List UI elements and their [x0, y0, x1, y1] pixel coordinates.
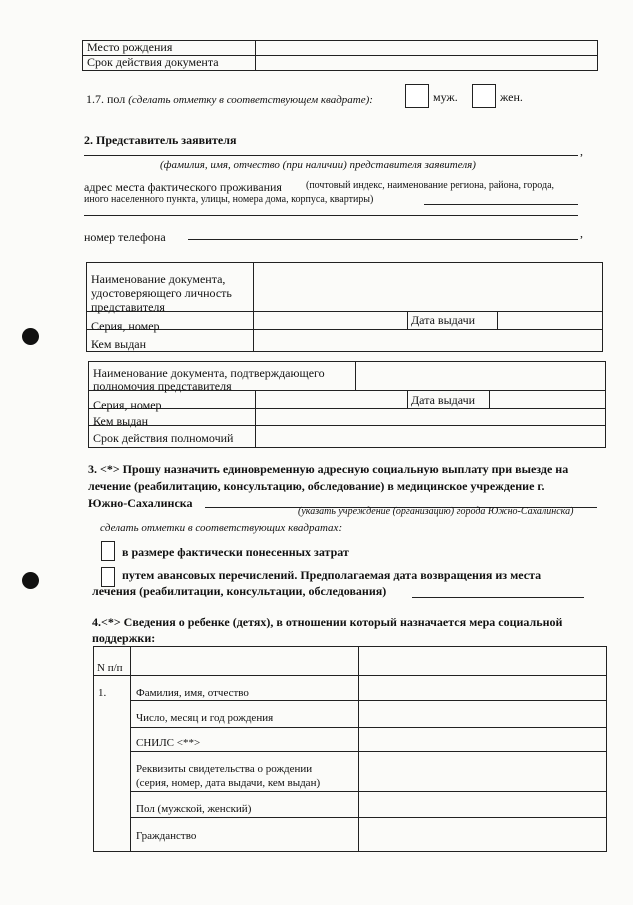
- address-hint-2: иного населенного пункта, улицы, номера дома, корпуса, квартиры): [84, 194, 374, 205]
- child-snils-field[interactable]: [359, 728, 606, 751]
- id-issued-by-field[interactable]: [254, 330, 602, 351]
- checkbox-hint: сделать отметки в соответствующих квадратах:: [100, 522, 343, 534]
- rep-name-line[interactable]: [84, 155, 578, 156]
- auth-issue-date-label: Дата выдачи: [411, 393, 476, 407]
- child-name-field[interactable]: [359, 676, 606, 700]
- gender-row: [86, 92, 373, 107]
- child-name-label: Фамилия, имя, отчество: [136, 687, 249, 699]
- auth-series-label: Серия, номер: [93, 398, 162, 412]
- section3-line-3: Южно-Сахалинска: [88, 496, 193, 510]
- punch-hole-bottom: [22, 572, 39, 589]
- phone-label: номер телефона: [84, 230, 166, 244]
- birth-certificate-field[interactable]: [359, 752, 606, 791]
- id-document-table: [86, 262, 603, 352]
- female-checkbox[interactable]: [472, 84, 496, 108]
- id-doc-name-field[interactable]: [254, 263, 602, 311]
- child-gender-label: Пол (мужской, женский): [136, 803, 252, 815]
- id-doc-name-label: Наименование документа, удостоверяющего личность представителя: [91, 272, 232, 314]
- punch-hole-top: [22, 328, 39, 345]
- id-issued-by-label: Кем выдан: [91, 337, 147, 351]
- male-checkbox[interactable]: [405, 84, 429, 108]
- address-line-2[interactable]: [84, 215, 578, 216]
- rep-name-hint: (фамилия, имя, отчество (при наличии) представителя заявителя): [160, 159, 476, 171]
- birth-certificate-label: Реквизиты свидетельства о рождении (серия, номер, дата выдачи, кем выдан): [136, 763, 321, 789]
- address-hint-1: (почтовый индекс, наименование региона, района, города,: [306, 180, 555, 191]
- child-table: [93, 646, 607, 852]
- birthplace-field[interactable]: [256, 41, 598, 56]
- child-snils-label: СНИЛС <**>: [136, 737, 201, 749]
- institution-hint: (указать учреждение (организацию) города Южно-Сахалинска): [298, 506, 574, 517]
- id-series-label: Серия, номер: [91, 319, 160, 333]
- child-gender-field[interactable]: [359, 792, 606, 817]
- return-date-label: лечения (реабилитации, консультации, обследования): [92, 584, 387, 598]
- auth-validity-label: Срок действия полномочий: [93, 431, 234, 445]
- child-birthdate-label: Число, месяц и год рождения: [136, 712, 274, 724]
- gender-hint: (сделать отметку в соответствующем квадрате):: [128, 94, 373, 106]
- auth-validity-field[interactable]: [256, 426, 605, 447]
- rep-name-comma: ,: [580, 144, 583, 158]
- id-issue-date-field[interactable]: [498, 312, 602, 329]
- actual-costs-checkbox[interactable]: [101, 541, 115, 561]
- auth-issued-by-field[interactable]: [256, 409, 605, 425]
- row-number: 1.: [98, 687, 107, 699]
- auth-series-field[interactable]: [256, 391, 407, 408]
- child-birthdate-field[interactable]: [359, 701, 606, 727]
- female-label: жен.: [500, 90, 523, 104]
- doc-validity-label: Срок действия документа: [83, 56, 256, 71]
- top-table: [82, 40, 598, 71]
- gender-label: 1.7. пол: [86, 92, 126, 106]
- phone-line[interactable]: [188, 239, 578, 240]
- child-citizenship-field[interactable]: [359, 818, 606, 851]
- birthplace-label: Место рождения: [83, 41, 256, 56]
- male-label: муж.: [433, 90, 458, 104]
- child-citizenship-label: Гражданство: [136, 830, 197, 842]
- id-issue-date-label: Дата выдачи: [411, 313, 476, 327]
- col-num-header: N п/п: [97, 662, 123, 674]
- section4-title: 4.<*> Сведения о ребенке (детях), в отношении который назначается мера социальной поддержки:: [92, 615, 563, 645]
- section3-text: [88, 461, 608, 512]
- section3-line-2: лечение (реабилитацию, консультацию, обследование) в медицинское учреждение г.: [88, 479, 545, 493]
- advance-payments-label: путем авансовых перечислений. Предполагаемая дата возвращения из места: [122, 568, 542, 582]
- auth-doc-name-field[interactable]: [356, 362, 605, 390]
- address-line-1[interactable]: [424, 204, 578, 205]
- actual-costs-label: в размере фактически понесенных затрат: [122, 545, 349, 559]
- address-label: адрес места фактического проживания: [84, 180, 282, 194]
- section2-title: 2. Представитель заявителя: [84, 133, 237, 147]
- doc-validity-field[interactable]: [256, 56, 598, 71]
- auth-issued-by-label: Кем выдан: [93, 414, 149, 428]
- return-date-line[interactable]: [412, 597, 584, 598]
- auth-doc-name-label: Наименование документа, подтверждающего полномочия представителя: [93, 366, 325, 393]
- id-series-field[interactable]: [254, 312, 407, 329]
- section3-line-1: 3. <*> Прошу назначить единовременную адресную социальную выплату при выезде на: [88, 462, 569, 476]
- auth-issue-date-field[interactable]: [490, 391, 605, 408]
- authority-document-table: [88, 361, 606, 448]
- phone-comma: ,: [580, 226, 583, 240]
